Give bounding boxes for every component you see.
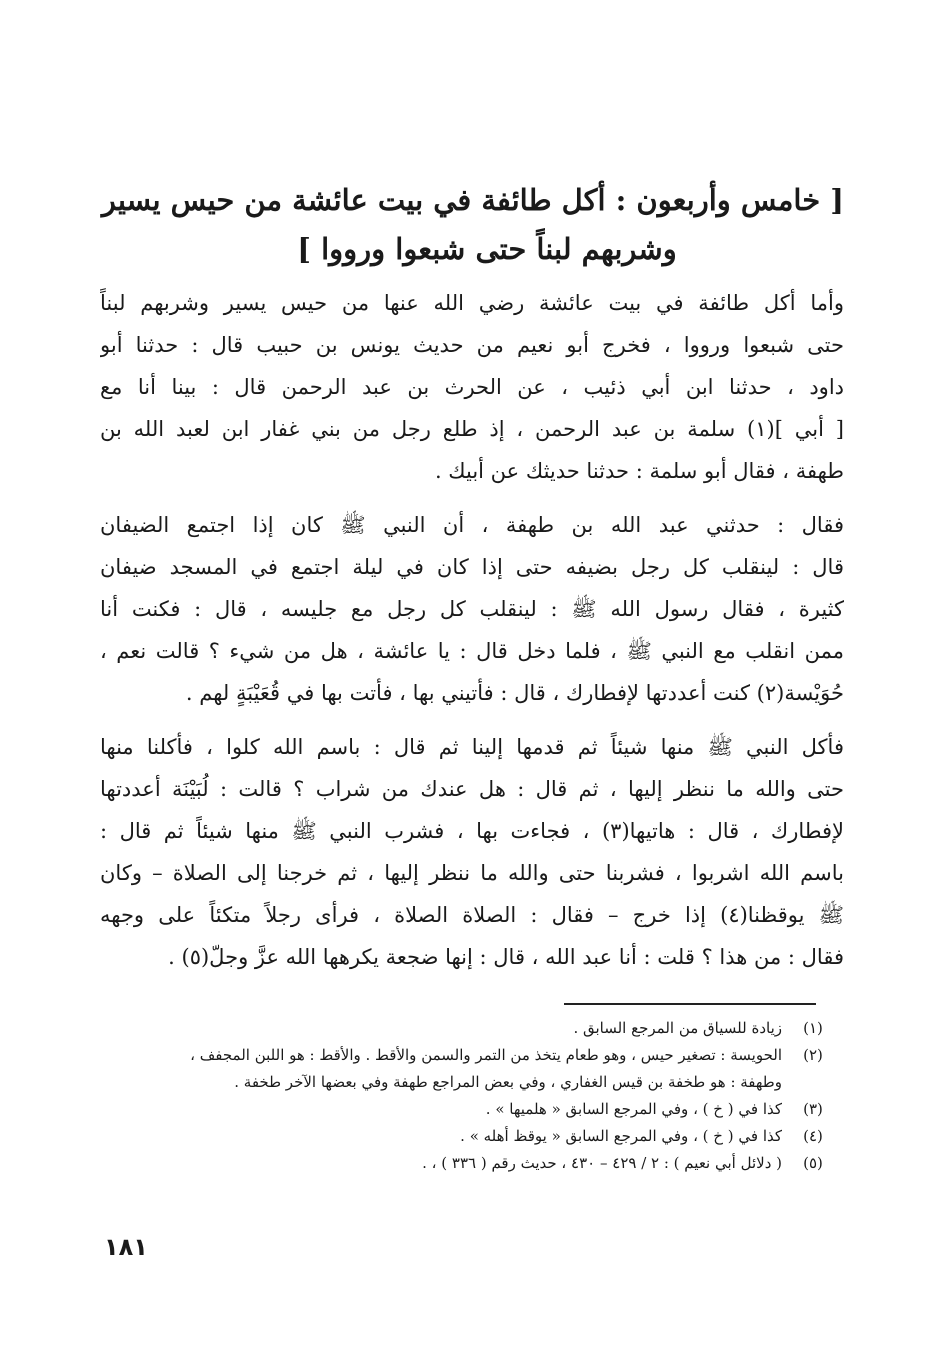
footnote-1 (100, 1015, 844, 1042)
text-line: [ أبي ](١) سلمة بن عبد الرحمن ، إذ طلع رجل من بني غفار ابن لعبد الله بن (100, 417, 844, 441)
footnote-text: وطهفة : هو طخفة بن قيس الغفاري ، وفي بعض المراجع طهفة وفي بعضها الآخر طخفة . (234, 1073, 782, 1091)
footnote-3 (100, 1096, 844, 1123)
text-line: كثيرة ، فقال رسول الله ﷺ : لينقلب كل رجل مع جليسه ، قال : فكنت أنا (100, 597, 844, 621)
text-line: وأما أكل طائفة في بيت عائشة رضي الله عنها من حيس يسير وشربهم لبناً (100, 291, 844, 315)
page-number: ١٨١ (104, 1233, 148, 1261)
footnote-2-continued (100, 1069, 844, 1096)
footnote-2 (100, 1042, 844, 1069)
footnote-5 (100, 1150, 844, 1177)
text-line: حُوَيْسة(٢) كنت أعددتها لإفطارك ، قال : فأتيني بها ، فأتت بها في قُعَيْبَةٍ لهم . (185, 681, 844, 705)
paragraph-2 (100, 504, 844, 714)
text-line: باسم الله اشربوا ، فشربنا حتى والله ما ننظر إليها ، ثم خرجنا إلى الصلاة – وكان (100, 861, 844, 885)
footnote-text: كذا في ( خ ) ، وفي المرجع السابق « هلميها » . (485, 1100, 782, 1118)
footnote-text: كذا في ( خ ) ، وفي المرجع السابق « يوقظ أهله » . (460, 1127, 782, 1145)
footnote-number: (٢) (803, 1046, 823, 1064)
footnote-text: الحويسة : تصغير حيس ، وهو طعام يتخذ من التمر والسمن والأقط . والأقط : هو اللبن المجفف ، (190, 1046, 782, 1064)
body-text (100, 282, 844, 990)
footnote-number: (٤) (803, 1127, 823, 1145)
text-line: ﷺ يوقظنا(٤) إذا خرج – فقال : الصلاة الصلاة ، فرأى رجلاً متكئاً على وجهه (100, 903, 844, 927)
paragraph-1 (100, 282, 844, 492)
heading-line-2: وشربهم لبناً حتى شبعوا ورووا ] (297, 232, 677, 266)
text-line: داود ، حدثنا ابن أبي ذئيب ، عن الحرث بن عبد الرحمن قال : بينا أنا مع (100, 375, 844, 399)
footnote-number: (٥) (803, 1154, 823, 1172)
footnote-number: (١) (803, 1019, 823, 1037)
text-line: حتى شبعوا ورووا ، فخرج أبو نعيم من حديث يونس بن حبيب قال : حدثنا أبو (100, 333, 844, 357)
section-heading (101, 176, 844, 274)
footnote-4 (100, 1123, 844, 1150)
text-line: فأكل النبي ﷺ منها شيئاً ثم قدمها إلينا ثم قال : باسم الله كلوا ، فأكلنا منها (100, 735, 844, 759)
text-line: حتى والله ما ننظر إليها ، ثم قال : هل عندك من شراب ؟ قالت : لُبَيْنَة أعددتها (100, 777, 844, 801)
footnote-text: زيادة للسياق من المرجع السابق . (573, 1019, 782, 1037)
footnotes (100, 1015, 844, 1177)
paragraph-3 (100, 726, 844, 978)
text-line: لإفطارك ، قال : هاتيها(٣) ، فجاءت بها ، فشرب النبي ﷺ منها شيئاً ثم قال : (100, 819, 844, 843)
text-line: فقال : من هذا ؟ قلت : أنا عبد الله ، قال : إنها ضجعة يكرهها الله عزَّ وجلّ(٥) . (168, 945, 844, 969)
footnote-number: (٣) (803, 1100, 823, 1118)
text-line: فقال : حدثني عبد الله بن طهفة ، أن النبي ﷺ كان إذا اجتمع الضيفان (100, 513, 844, 537)
text-line: ممن انقلب مع النبي ﷺ ، فلما دخل قال : يا عائشة ، هل من شيء ؟ قالت نعم ، (100, 639, 844, 663)
footnote-text: ( دلائل أبي نعيم ) : ٢ / ٤٢٩ – ٤٣٠ ، حديث رقم ( ٣٣٦ ) ، . (422, 1154, 782, 1172)
text-line: قال : لينقلب كل رجل بضيفه حتى إذا كان في ليلة اجتمع في المسجد ضيفان (100, 555, 844, 579)
heading-line-1: [ خامس وأربعون : أكل طائفة في بيت عائشة من حيس يسير (101, 183, 844, 217)
footnote-divider (564, 1003, 816, 1005)
text-line: طهفة ، فقال أبو سلمة : حدثنا حديثك عن أبيك . (434, 459, 844, 483)
